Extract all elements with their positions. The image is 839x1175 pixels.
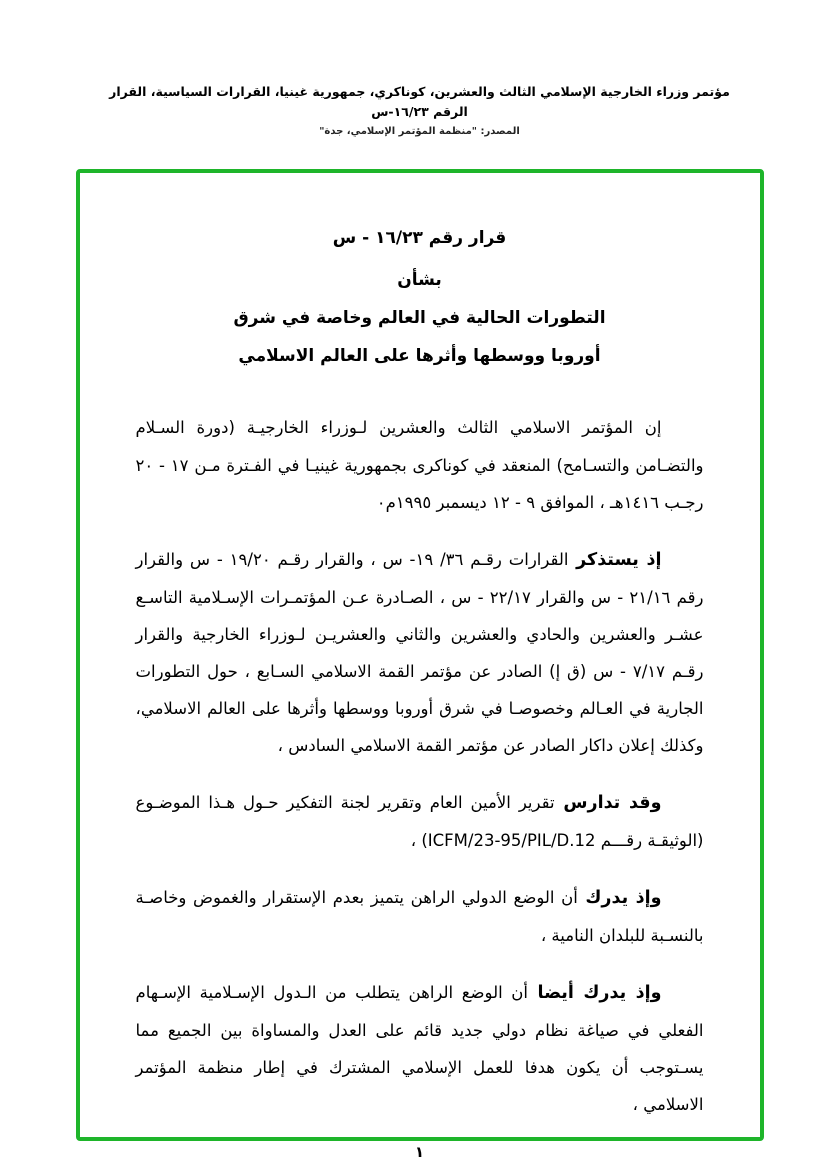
paragraph-text: أن الوضع الدولي الراهن يتميز بعدم الإستقرار والغموض وخاصـة بالنسـبة للبلدان النامية ،	[135, 888, 704, 945]
paragraph-lead: وإذ يدرك أيضا	[528, 983, 662, 1003]
paragraph-lead: وإذ يدرك	[577, 888, 662, 908]
paragraph-text: القرارات رقـم ٣٦/ ١٩- س ، والقرار رقـم ١٩/٢٠ - س والقرار رقم ٢١/١٦ - س والقرار ٢٢/١٧ - س ، الصـادرة عـن المؤتمـرات الإسـلامية التاسـع عشـر والعشرين والحادي والعشرين والثاني والعشريـن لـوزراء الخارجية والقرار رقـم ٧/١٧ - س (ق إ) الصادر عن مؤتمر القمة الاسلامي السـابع ، حول التطورات الجارية في العـالم وخصوصـا في شرق أوروبا ووسطها وأثرها على العالم الاسلامي، وكذلك إعلان داكار الصادر عن مؤتمر القمة الاسلامي السادس ،	[135, 550, 704, 755]
resolution-number-title: قرار رقم ١٦/٢٣ - س	[332, 228, 507, 248]
paragraph-lead: إذ يستذكر	[568, 550, 662, 570]
title-subject-line2: أوروبا ووسطها وأثرها على العالم الاسلامي	[238, 346, 601, 366]
paragraph-also-aware	[136, 974, 704, 1123]
title-regarding: بشأن	[397, 270, 442, 290]
paragraph-having-examined	[136, 784, 704, 859]
document-body	[136, 409, 704, 1143]
header-source: المصدر: "منظمة المؤتمر الإسلامي، جدة"	[319, 126, 520, 137]
paragraph-recalling	[136, 541, 704, 764]
document-header	[0, 0, 839, 137]
title-block	[136, 219, 704, 375]
paragraph-text: إن المؤتمر الاسلامي الثالث والعشرين لـوزراء الخارجيـة (دورة السـلام والتضـامن والتسـامح) المنعقد في كوناكرى بجمهورية غينيـا في الفـترة مـن ١٧ - ٢٠ رجـب ١٤١٦هـ ، الموافق ٩ - ١٢ ديسمبر ١٩٩٥م٠	[135, 418, 704, 512]
document-border-box	[76, 169, 764, 1161]
paragraph-text: تقرير الأمين العام وتقرير لجنة التفكير حـول هـذا الموضـوع (الوثيقـة رقـــم ICFM/23-95/PIL/D.12) ،	[135, 793, 704, 850]
header-citation: مؤتمر وزراء الخارجية الإسلامي الثالث والعشرين، كوناكري، جمهورية غينيا، القرارات السياسية، القرار الرقم ١٦/٢٣-س	[109, 84, 730, 119]
page-number: ١	[414, 1143, 425, 1161]
paragraph-preamble	[136, 409, 704, 521]
paragraph-text: أن الوضع الراهن يتطلب من الـدول الإسـلامية الإسـهام الفعلي في صياغة نظام دولي جديد قائم على العدل والمساواة بين الجميع مما يسـتوجب أن يكون هدفا للعمل الإسلامي المشترك في إطار منظمة المؤتمر الاسلامي ،	[135, 983, 704, 1114]
paragraph-aware	[136, 879, 704, 954]
title-subject-line1: التطورات الحالية في العالم وخاصة في شرق	[233, 308, 606, 328]
paragraph-lead: وقد تدارس	[554, 793, 662, 813]
